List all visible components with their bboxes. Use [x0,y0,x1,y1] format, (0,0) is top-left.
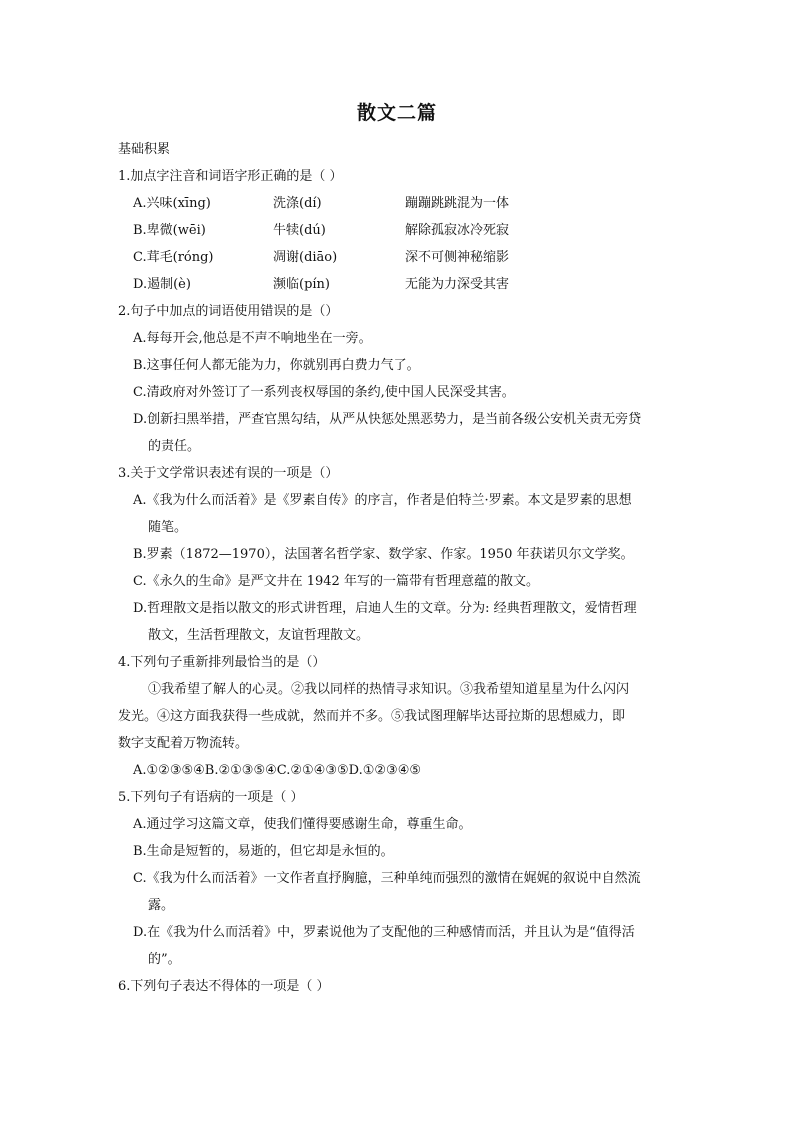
question-4-options: A.①②③⑤④B.②①③⑤④C.②①④③⑤D.①②③④⑤ [133,763,421,778]
page-title: 散文二篇 [356,102,437,124]
question-2-option-a: A.每每开会,他总是不声不响地坐在一旁。 [133,331,372,346]
question-4-stem: 4.下列句子重新排列最恰当的是（） [118,655,326,670]
question-2-option-d: D.创新扫黑举措，严查官黑勾结，从严从快惩处黑恶势力，是当前各级公安机关责无旁贷 [133,412,642,427]
document-body [118,136,678,1000]
option-cell: 牛犊(dú) [273,223,326,238]
question-3-option-b: B.罗素（1872—1970），法国著名哲学家、数学家、作家。1950 年获诺贝尔文学奖。 [133,547,634,562]
question-6-stem: 6.下列句子表达不得体的一项是（ ） [118,979,330,994]
question-4-passage-line: ①我希望了解人的心灵。②我以同样的热情寻求知识。③我希望知道星星为什么闪闪 [148,682,630,697]
question-3-stem: 3.关于文学常识表述有误的一项是（） [118,466,339,481]
question-3-option-a-cont: 随笔。 [148,520,188,535]
question-1-option-b [118,217,678,244]
question-5-option-d: D.在《我为什么而活着》中，罗素说他为了支配他的三种感情而活，并且认为是“值得活 [133,925,635,940]
section-heading: 基础积累 [118,142,171,157]
option-cell: 濒临(pín) [273,277,330,292]
option-cell: A.兴味(xīng) [133,196,211,211]
question-5-option-c-cont: 露。 [148,898,175,913]
question-4-passage-line: 发光。④这方面我获得一些成就，然而并不多。⑤我试图理解毕达哥拉斯的思想威力，即 [118,709,626,724]
question-2-option-b: B.这事任何人都无能为力，你就别再白费力气了。 [133,358,420,373]
question-2-stem: 2.句子中加点的词语使用错误的是（） [118,304,339,319]
option-cell: 凋谢(diāo) [273,250,338,265]
question-5-option-a: A.通过学习这篇文章，使我们懂得要感谢生命，尊重生命。 [133,817,472,832]
question-3-option-a: A.《我为什么而活着》是《罗素自传》的序言，作者是伯特兰·罗素。本文是罗素的思想 [133,493,632,508]
question-1-option-c [118,244,678,271]
option-cell: D.遏制(è) [133,277,191,292]
question-1-stem: 1.加点字注音和词语字形正确的是（ ） [118,169,343,184]
question-3-option-d: D.哲理散文是指以散文的形式讲哲理，启迪人生的文章。分为: 经典哲理散文，爱情哲理 [133,601,637,616]
option-cell: B.卑微(wēi) [133,223,206,238]
option-cell: 深不可侧神秘缩影 [405,250,510,265]
question-5-option-d-cont: 的”。 [148,952,181,967]
question-2-option-d-cont: 的责任。 [148,439,201,454]
question-1-option-d [118,271,678,298]
question-5-option-b: B.生命是短暂的，易逝的，但它却是永恒的。 [133,844,394,859]
question-3-option-c: C.《永久的生命》是严文井在 1942 年写的一篇带有哲理意蕴的散文。 [133,574,539,589]
question-2-option-c: C.清政府对外签订了一系列丧权辱国的条约,使中国人民深受其害。 [133,385,515,400]
question-1-option-a [118,190,678,217]
question-5-option-c: C.《我为什么而活着》一文作者直抒胸臆，三种单纯而强烈的激情在娓娓的叙说中自然流 [133,871,641,886]
option-cell: 洗涤(dí) [273,196,322,211]
question-3-option-d-cont: 散文，生活哲理散文，友谊哲理散文。 [148,628,370,643]
option-cell: C.茸毛(róng) [133,250,214,265]
option-cell: 解除孤寂冰冷死寂 [405,223,510,238]
question-5-stem: 5.下列句子有语病的一项是（ ） [118,790,304,805]
question-4-passage-line: 数字支配着万物流转。 [118,736,249,751]
option-cell: 无能为力深受其害 [405,277,510,292]
option-cell: 蹦蹦跳跳混为一体 [405,196,510,211]
